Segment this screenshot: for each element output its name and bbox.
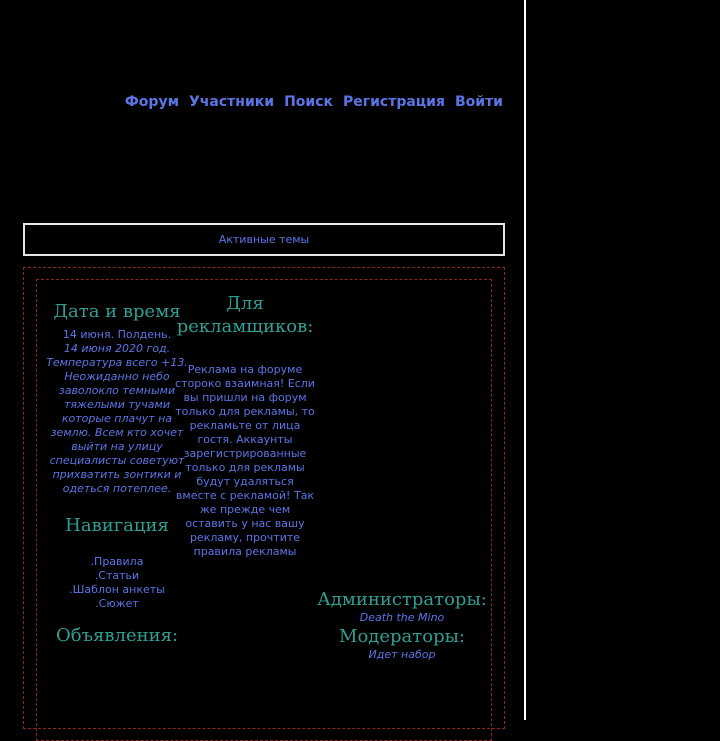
profile-template-link[interactable]: .Шаблон анкеты xyxy=(69,583,165,596)
navigation-links xyxy=(42,555,192,611)
active-topics-bar xyxy=(23,223,505,256)
weather-text: 14 июня 2020 год. Температура всего +13. Неожиданно небо заволокло темными тяжелыми тучами которые плачут на землю. Всем кто хочет выйти на улицу специалисты советуют прихватить зонтики и одеться потеплее. xyxy=(46,342,188,495)
advertisers-title: Для рекламщиков: xyxy=(176,293,314,337)
navigation-title: Навигация xyxy=(65,515,169,536)
nav-login-link[interactable]: Войти xyxy=(454,94,503,110)
nav-forum-link[interactable]: Форум xyxy=(124,94,180,110)
info-panel-inner xyxy=(36,279,492,741)
advertisers-column xyxy=(175,292,315,559)
top-navigation xyxy=(3,94,503,110)
staff-column xyxy=(307,588,497,662)
nav-search-link[interactable]: Поиск xyxy=(284,94,334,110)
announcements-title: Объявления: xyxy=(55,625,179,646)
advertisers-text: Реклама на форуме стороко взаимная! Если вы пришли на форум только для рекламы, то рекламьте от лица гостя. Аккаунты зарегистрированные только для рекламы будут удаляться вместе с рекламой! Так же прежде чем оставить у нас вашу рекламу, прочтите правила рекламы xyxy=(175,363,315,558)
page-wrapper xyxy=(3,0,526,720)
mods-value: Идет набор xyxy=(368,648,436,661)
rules-link[interactable]: .Правила xyxy=(90,555,144,568)
admins-title: Администраторы: xyxy=(317,589,487,610)
right-background xyxy=(527,0,720,720)
mods-title: Модераторы: xyxy=(339,626,465,647)
admins-value: Death the Mino xyxy=(359,611,445,624)
articles-link[interactable]: .Статьи xyxy=(94,569,140,582)
nav-members-link[interactable]: Участники xyxy=(189,94,275,110)
datetime-text xyxy=(42,328,192,496)
datetime-title: Дата и время xyxy=(53,301,181,322)
datetime-column xyxy=(42,300,192,647)
nav-register-link[interactable]: Регистрация xyxy=(343,94,445,110)
datetime-line: 14 июня. Полдень. xyxy=(62,328,172,341)
info-panel-outer xyxy=(23,267,505,729)
plot-link[interactable]: .Сюжет xyxy=(95,597,139,610)
active-topics-link[interactable]: Активные темы xyxy=(218,233,310,246)
